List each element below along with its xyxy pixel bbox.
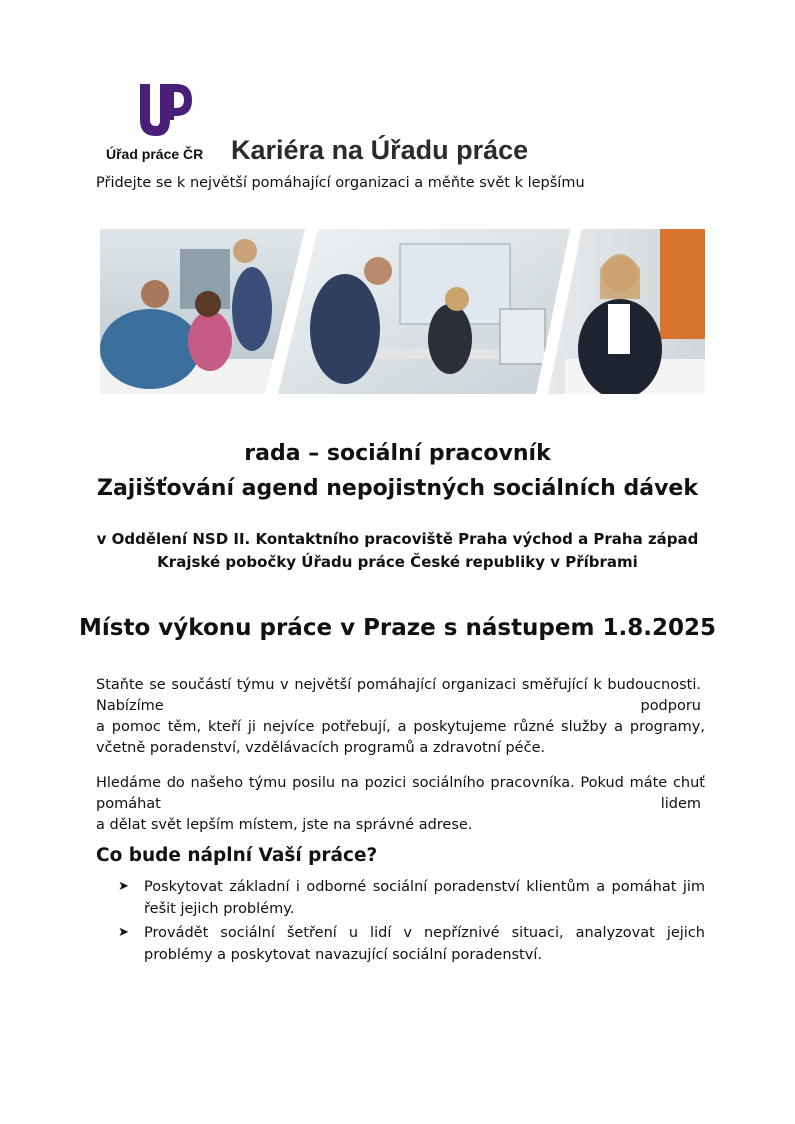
intro-p2-word-right: lidem xyxy=(660,796,701,812)
intro-paragraph-2 xyxy=(96,773,705,836)
duties-heading: Co bude náplní Vaší práce? xyxy=(96,845,378,866)
intro-p2-line2 xyxy=(96,794,701,815)
tagline: Přidejte se k největší pomáhající organizaci a měňte svět k lepšímu xyxy=(96,175,585,191)
list-item xyxy=(118,922,705,966)
department-line1: v Oddělení NSD II. Kontaktního pracoviště Praha východ a Praha západ xyxy=(96,530,699,548)
page-title: Kariéra na Úřadu práce xyxy=(231,135,529,165)
intro-p2-line1: Hledáme do našeho týmu posilu na pozici sociálního pracovníka. Pokud máte chuť xyxy=(96,775,705,791)
intro-p1-line2 xyxy=(96,696,701,717)
arrow-bullet-icon: ➤ xyxy=(118,879,129,894)
office-photo-banner xyxy=(100,229,705,394)
intro-p2-word-left: pomáhat xyxy=(96,796,161,812)
intro-p1-rest: a pomoc těm, kteří ji nejvíce potřebují, a poskytujeme různé služby a programy, včetně poradenství, vzdělávacích programů a zdravotní péče. xyxy=(96,719,705,756)
intro-p2-rest: a dělat svět lepším místem, jste na správné adrese. xyxy=(96,817,473,833)
intro-p1-word-right: podporu xyxy=(640,698,701,714)
list-item xyxy=(118,876,705,920)
workplace-heading: Místo výkonu práce v Praze s nástupem 1.8.2025 xyxy=(79,615,716,641)
urad-prace-logo xyxy=(136,80,196,140)
job-title-line1: rada – sociální pracovník xyxy=(244,441,551,466)
duties-list xyxy=(118,876,705,968)
duty-text: Poskytovat základní i odborné sociální poradenství klientům a pomáhat jim řešit jejich problémy. xyxy=(144,879,705,917)
department-line2: Krajské pobočky Úřadu práce České republiky v Příbrami xyxy=(157,553,638,571)
job-title-line2: Zajišťování agend nepojistných sociálních dávek xyxy=(97,476,698,501)
duty-text: Provádět sociální šetření u lidí v nepříznivé situaci, analyzovat jejich problémy a poskytovat navazující sociální poradenství. xyxy=(144,925,705,963)
intro-p1-word-left: Nabízíme xyxy=(96,698,164,714)
intro-p1-line1: Staňte se součástí týmu v největší pomáhající organizaci směřující k budoucnosti. xyxy=(96,677,701,693)
logo-label: Úřad práce ČR xyxy=(106,146,204,162)
intro-paragraph-1 xyxy=(96,675,705,759)
arrow-bullet-icon: ➤ xyxy=(118,925,129,940)
